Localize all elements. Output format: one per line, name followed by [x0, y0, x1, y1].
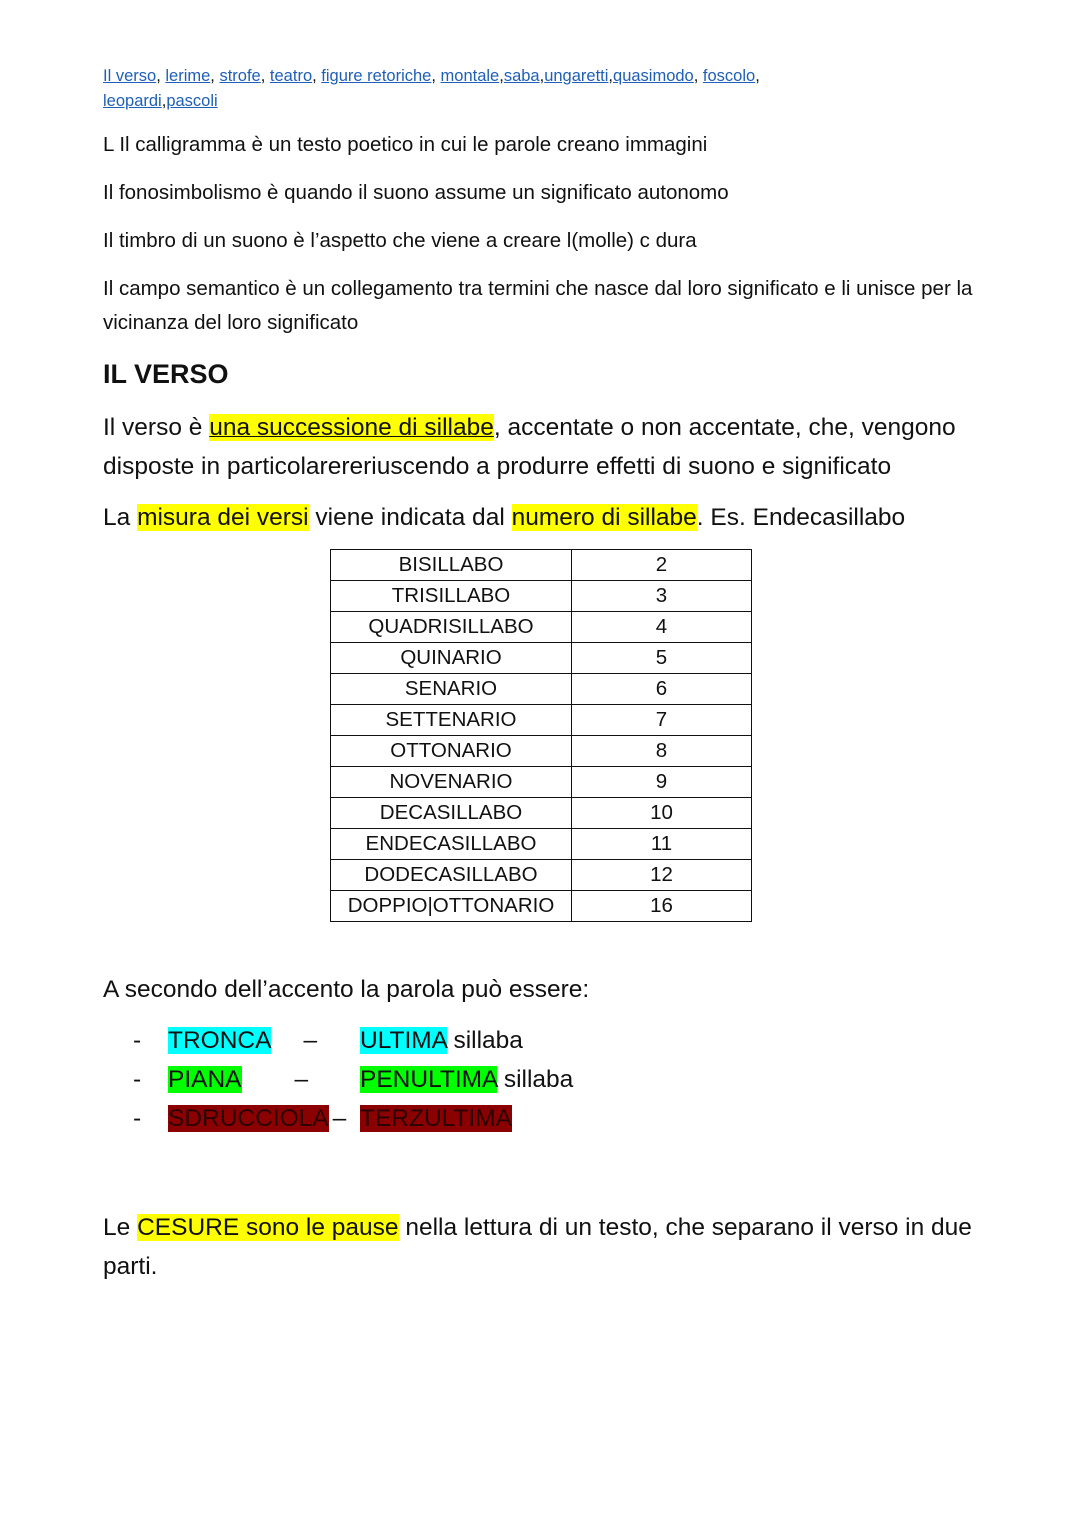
accent-dash: –	[294, 1066, 309, 1093]
table-row	[331, 674, 752, 705]
section-title: IL VERSO	[103, 359, 229, 389]
accent-suffix: sillaba	[497, 1066, 574, 1093]
misura-pre: La	[103, 504, 138, 531]
verse-name-cell: OTTONARIO	[331, 736, 572, 767]
table-row	[331, 736, 752, 767]
toc-link-saba[interactable]: saba	[503, 67, 540, 85]
list-item	[103, 1021, 983, 1060]
verse-name-cell: NOVENARIO	[331, 767, 572, 798]
toc-link-teatro[interactable]: teatro	[269, 67, 313, 85]
accent-term-piana: PIANA	[168, 1066, 242, 1093]
verso-def-highlight: una successione di sillabe	[209, 414, 494, 441]
verso-def-post: , accentate o non accentate, che, vengono disposte in particolarereriuscendo a produrre effetti di suono e significato	[103, 414, 956, 480]
verse-name-cell: DODECASILLABO	[331, 860, 572, 891]
verse-measure-table	[330, 549, 752, 922]
syllable-count-cell: 11	[572, 829, 752, 860]
document-page	[103, 64, 983, 1298]
accent-position-penultima: PENULTIMA	[360, 1066, 498, 1093]
verse-name-cell: QUADRISILLABO	[331, 612, 572, 643]
toc-link-pascoli[interactable]: pascoli	[166, 92, 218, 110]
cesure-highlight: CESURE sono le pause	[137, 1214, 399, 1241]
accent-position-ultima: ULTIMA	[360, 1027, 447, 1054]
verse-name-cell: DECASILLABO	[331, 798, 572, 829]
syllable-count-cell: 9	[572, 767, 752, 798]
verse-name-cell: SENARIO	[331, 674, 572, 705]
verso-definition	[103, 408, 983, 486]
verse-name-cell: DOPPIO|OTTONARIO	[331, 891, 572, 922]
toc-link-foscolo[interactable]: foscolo	[702, 67, 756, 85]
cesure-pre: Le	[103, 1214, 138, 1241]
toc-link-quasimodo[interactable]: quasimodo	[613, 67, 694, 85]
list-bullet: -	[133, 1027, 142, 1054]
syllable-count-cell: 2	[572, 550, 752, 581]
list-bullet: -	[133, 1066, 142, 1093]
verse-name-cell: TRISILLABO	[331, 581, 572, 612]
accent-list	[103, 1021, 983, 1138]
accent-position-terzultima: TERZULTIMA	[360, 1105, 512, 1132]
verse-name-cell: SETTENARIO	[331, 705, 572, 736]
table-row	[331, 643, 752, 674]
misura-mid: viene indicata dal	[308, 504, 512, 531]
table-row	[331, 829, 752, 860]
note-calligramma: L Il calligramma è un testo poetico in cui le parole creano immagini	[103, 133, 708, 156]
table-row	[331, 705, 752, 736]
verse-name-cell: BISILLABO	[331, 550, 572, 581]
cesure-sentence	[103, 1208, 983, 1286]
syllable-count-cell: 7	[572, 705, 752, 736]
toc-link-verso[interactable]: Il verso	[103, 67, 157, 85]
syllable-count-cell: 4	[572, 612, 752, 643]
verso-def-pre: Il verso è	[103, 414, 210, 441]
table-row	[331, 767, 752, 798]
accent-suffix: sillaba	[446, 1027, 523, 1054]
accent-dash: –	[303, 1027, 318, 1054]
misura-post: . Es. Endecasillabo	[696, 504, 906, 531]
verse-name-cell: QUINARIO	[331, 643, 572, 674]
toc-links: Il verso, lerime, strofe, teatro, figure retoriche, montale,saba,ungaretti,quasimodo, foscolo, leopardi,pascoli	[103, 67, 760, 110]
syllable-count-cell: 12	[572, 860, 752, 891]
table-row	[331, 550, 752, 581]
table-row	[331, 612, 752, 643]
accent-dash: –	[332, 1105, 347, 1132]
toc-link-figure-retoriche[interactable]: figure retoriche	[321, 67, 432, 85]
misura-highlight-1: misura dei versi	[137, 504, 309, 531]
toc-link-ungaretti[interactable]: ungaretti	[544, 67, 609, 85]
syllable-count-cell: 6	[572, 674, 752, 705]
syllable-count-cell: 3	[572, 581, 752, 612]
toc-link-montale[interactable]: montale	[440, 67, 500, 85]
syllable-count-cell: 5	[572, 643, 752, 674]
accent-term-tronca: TRONCA	[168, 1027, 272, 1054]
toc-link-leopardi[interactable]: leopardi	[103, 92, 162, 110]
list-bullet: -	[133, 1105, 142, 1132]
cesure-post: nella lettura di un testo, che separano il verso in due parti.	[103, 1214, 972, 1280]
toc-link-strofe[interactable]: strofe	[219, 67, 261, 85]
syllable-count-cell: 10	[572, 798, 752, 829]
misura-sentence	[103, 498, 983, 537]
note-fonosimbolismo: Il fonosimbolismo è quando il suono assume un significato autonomo	[103, 181, 729, 204]
accento-intro: A secondo dell’accento la parola può essere:	[103, 976, 590, 1003]
note-campo-semantico: Il campo semantico è un collegamento tra termini che nasce dal loro significato e li unisce per la vicinanza del loro significato	[103, 277, 973, 334]
note-timbro: Il timbro di un suono è l’aspetto che viene a creare l(molle) c dura	[103, 229, 697, 252]
verse-name-cell: ENDECASILLABO	[331, 829, 572, 860]
table-row	[331, 891, 752, 922]
syllable-count-cell: 8	[572, 736, 752, 767]
accent-term-sdrucciola: SDRUCCIOLA	[168, 1105, 329, 1132]
misura-highlight-2: numero di sillabe	[511, 504, 697, 531]
table-row	[331, 798, 752, 829]
toc-link-rime[interactable]: lerime	[165, 67, 211, 85]
table-row	[331, 860, 752, 891]
list-item	[103, 1099, 983, 1138]
table-row	[331, 581, 752, 612]
list-item	[103, 1060, 983, 1099]
syllable-count-cell: 16	[572, 891, 752, 922]
